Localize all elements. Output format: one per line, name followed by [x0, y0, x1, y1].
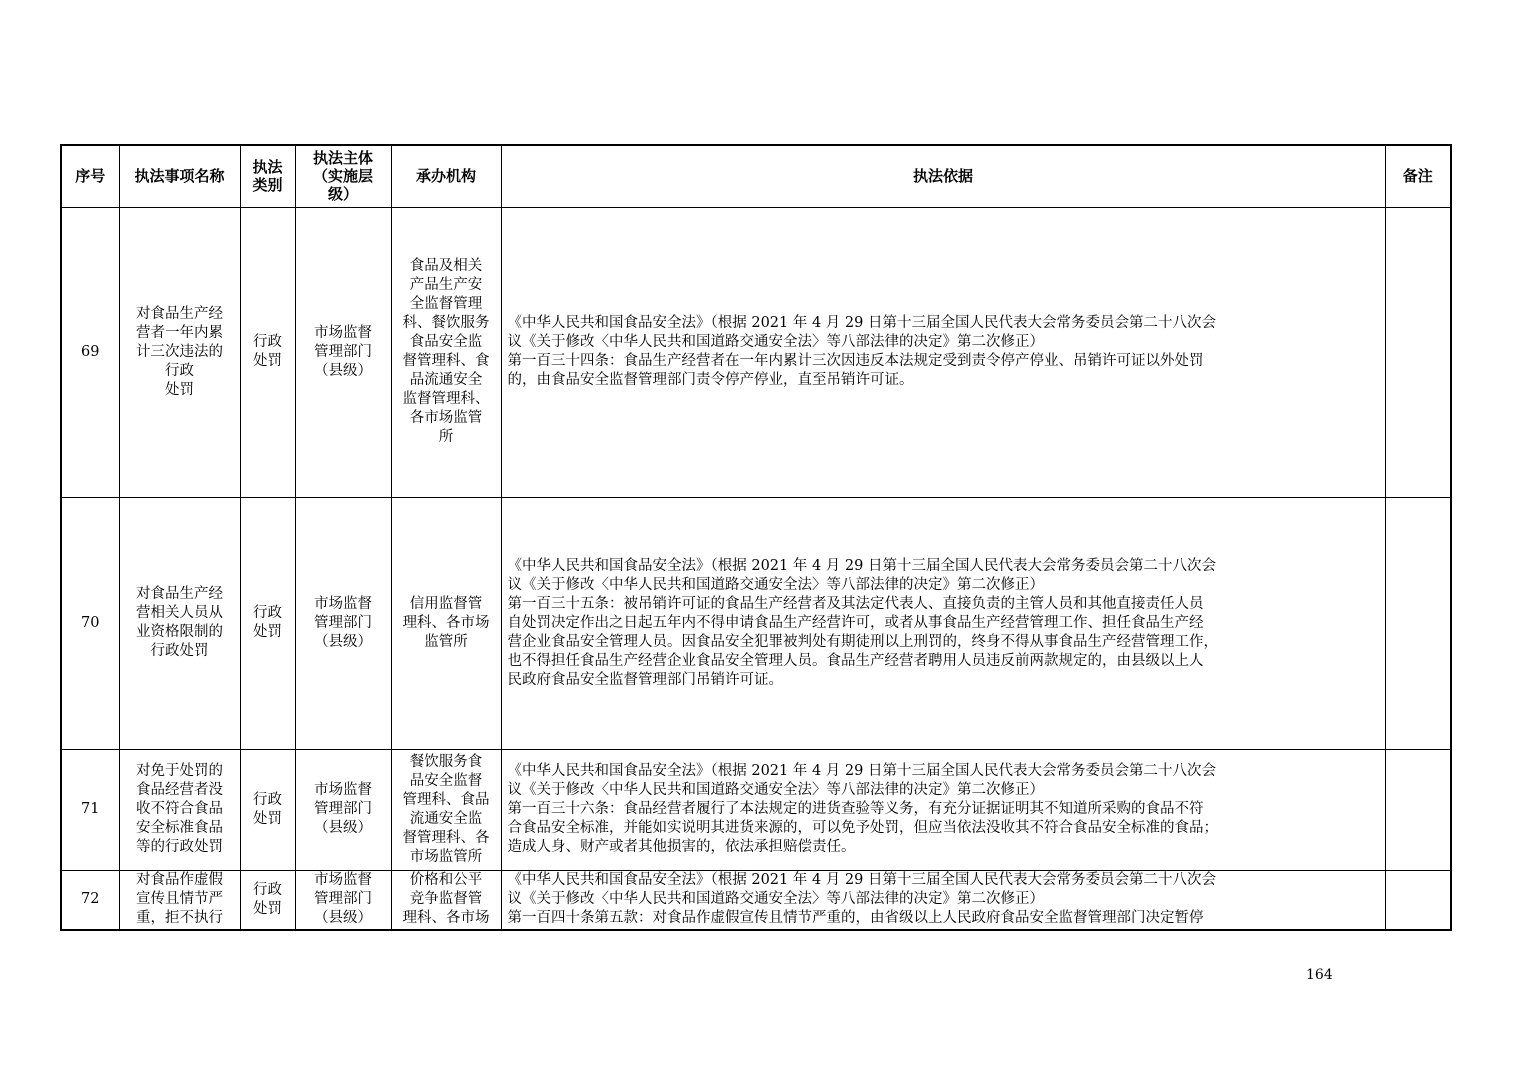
header-seq: 序号 — [61, 145, 119, 207]
cell-item-name — [119, 870, 240, 930]
page-number: 164 — [1306, 967, 1333, 983]
cell-remarks — [1385, 497, 1451, 749]
cell-item-name: 对免于处罚的 食品经营者没 收不符合食品 安全标准食品 等的行政处罚 — [119, 749, 240, 870]
cell-basis: 《中华人民共和国食品安全法》（根据 2021 年 4 月 29 日第十三届全国人民代表大会常务委员会第二十八次会 议《关于修改〈中华人民共和国道路交通安全法〉等八部法律的决定》第二次修正） 第一百三十六条：食品经营者履行了本法规定的进货查验等义务，有充分证据证明其不知道所采购的食品不符 合食品安全标准，并能如实说明其进货来源的，可以免予处罚，但应当依法没收其不符合食品安全标准的食品； 造成人身、财产或者其他损害的，依法承担赔偿责任。 — [501, 749, 1385, 870]
enforcement-table — [60, 144, 1452, 931]
header-agency: 承办机构 — [391, 145, 501, 207]
cell-category: 行政 处罚 — [240, 207, 295, 497]
header-category: 执法 类别 — [240, 145, 295, 207]
table-row — [61, 207, 1451, 497]
cell-agency: 信用监督管 理科、各市场 监管所 — [391, 497, 501, 749]
header-row — [61, 145, 1451, 207]
cell-item-name: 对食品生产经 营者一年内累 计三次违法的 行政 处罚 — [119, 207, 240, 497]
cell-subject — [295, 870, 391, 930]
cell-basis: 《中华人民共和国食品安全法》（根据 2021 年 4 月 29 日第十三届全国人民代表大会常务委员会第二十八次会 议《关于修改〈中华人民共和国道路交通安全法〉等八部法律的决定》第二次修正） 第一百三十四条：食品生产经营者在一年内累计三次因违反本法规定受到责令停产停业、吊销许可证以外处罚 的，由食品安全监督管理部门责令停产停业，直至吊销许可证。 — [501, 207, 1385, 497]
cell-seq: 71 — [61, 749, 119, 870]
cell-agency: 餐饮服务食 品安全监督 管理科、食品 流通安全监 督管理科、各 市场监管所 — [391, 749, 501, 870]
cell-seq: 70 — [61, 497, 119, 749]
cell-subject: 市场监督 管理部门 （县级） — [295, 749, 391, 870]
cell-agency — [391, 870, 501, 930]
cell-remarks — [1385, 749, 1451, 870]
cell-basis-text: 《中华人民共和国食品安全法》（根据 2021 年 4 月 29 日第十三届全国人民代表大会常务委员会第二十八次会 议《关于修改〈中华人民共和国道路交通安全法〉等八部法律的决定》第二次修正） 第一百四十条第五款：对食品作虚假宣传且情节严重的，由省级以上人民政府食品安全监督管理部门决定暂停 — [507, 871, 1216, 926]
header-remarks: 备注 — [1385, 145, 1451, 207]
header-basis: 执法依据 — [501, 145, 1385, 207]
cell-remarks — [1385, 870, 1451, 930]
header-item-name: 执法事项名称 — [119, 145, 240, 207]
cell-category: 行政 处罚 — [240, 749, 295, 870]
cell-category: 行政 处罚 — [240, 497, 295, 749]
cell-remarks — [1385, 207, 1451, 497]
cell-subject: 市场监督 管理部门 （县级） — [295, 497, 391, 749]
table-row — [61, 870, 1451, 930]
cell-basis: 《中华人民共和国食品安全法》（根据 2021 年 4 月 29 日第十三届全国人民代表大会常务委员会第二十八次会 议《关于修改〈中华人民共和国道路交通安全法〉等八部法律的决定》第二次修正） 第一百三十五条：被吊销许可证的食品生产经营者及其法定代表人、直接负责的主管人员和其他直接责任人员 自处罚决定作出之日起五年内不得申请食品生产经营许可，或者从事食品生产经营管理工作、担任食品生产经 营企业食品安全管理人员。因食品安全犯罪被判处有期徒刑以上刑罚的，终身不得从事食品生产经营管理工作， 也不得担任食品生产经营企业食品安全管理人员。食品生产经营者聘用人员违反前两款规定的，由县级以上人 民政府食品安全监督管理部门吊销许可证。 — [501, 497, 1385, 749]
cell-subject-text: 市场监督 管理部门 （县级） — [314, 871, 372, 926]
cell-seq: 69 — [61, 207, 119, 497]
cell-item-name-text: 对食品作虚假 宣传且情节严 重，拒不执行 — [136, 871, 223, 926]
cell-seq: 72 — [61, 870, 119, 930]
table-row — [61, 497, 1451, 749]
cell-item-name: 对食品生产经 营相关人员从 业资格限制的 行政处罚 — [119, 497, 240, 749]
cell-agency: 食品及相关 产品生产安 全监督管理 科、餐饮服务 食品安全监 督管理科、食 品流通安全 监督管理科、 各市场监管 所 — [391, 207, 501, 497]
cell-category: 行政 处罚 — [240, 870, 295, 930]
table-row — [61, 749, 1451, 870]
cell-agency-text: 价格和公平 竞争监督管 理科、各市场 — [402, 871, 490, 926]
cell-subject: 市场监督 管理部门 （县级） — [295, 207, 391, 497]
cell-basis — [501, 870, 1385, 930]
header-subject: 执法主体 （实施层 级） — [295, 145, 391, 207]
